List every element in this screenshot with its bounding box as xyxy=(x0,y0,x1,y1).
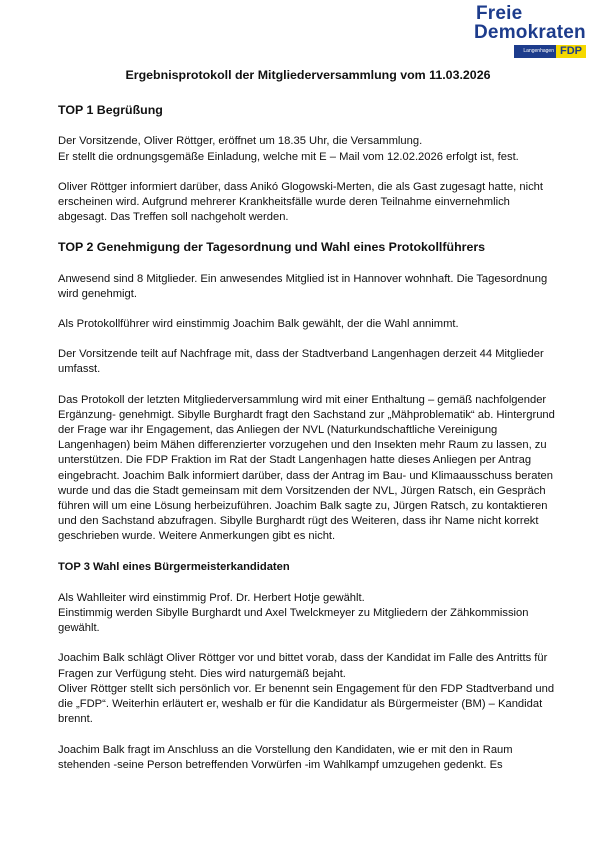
top3-paragraph-2: Joachim Balk schlägt Oliver Röttger vor und bittet vorab, dass der Kandidat im Falle des Antritts für Fragen zur Verfügung steht. Dies wird naturgemäß bejaht. Oliver Röttger stellt sich persönlich vor. Er benennt sein Engagement für den FDP Stadtverband und die „FDP“. Weiterhin erläutert er, weshalb er für die Kandidatur als Bürgermeister (BM) – Kandidat brennt. xyxy=(58,652,555,726)
top2-paragraph-2: Als Protokollführer wird einstimmig Joachim Balk gewählt, der die Wahl annimmt. xyxy=(58,318,459,331)
top2-paragraph-1: Anwesend sind 8 Mitglieder. Ein anwesendes Mitglied ist in Hannover wohnhaft. Die Tagesordnung wird genehmigt. xyxy=(58,272,548,300)
top2-heading: TOP 2 Genehmigung der Tagesordnung und Wahl eines Protokollführers xyxy=(58,240,486,255)
logo-fdp-badge: FDP xyxy=(556,45,586,58)
top2-paragraph-4: Das Protokoll der letzten Mitgliederversammlung wird mit einer Enthaltung – gemäß nachfolgender Ergänzung- genehmigt. Sibylle Burghardt fragt den Sachstand zur „Mähproblematik“ ab. Hintergrund der Frage war ihr Engagement, das Anliegen der NVL (Naturkundschaftliche Vereinigung Langenhagen) beim Mähen differenzierter vorzugehen und den Insekten mehr Raum zu lassen, zu unterstützen. Die FDP Fraktion im Rat der Stadt Langenhagen hatte dieses Anliegen per Antrag eingebracht. Joachim Balk informiert darüber, dass der Antrag im Bau- und Klimaausschuss beraten wurde und das die Stadt gemeinsam mit dem Vorsitzenden der NVL, Jürgen Ratsch, ein Gespräch führen will um eine Lösung herbeizuführen. Joachim Balk sagte zu, Jürgen Ratsch, zu kontaktieren und den Sachstand abzufragen. Sibylle Burghardt rügt des Weiteren, dass ihr Name nicht korrekt geschrieben wurde. Weitere Anmerkungen gibt es nicht. xyxy=(58,393,555,543)
fdp-logo xyxy=(474,4,586,58)
logo-text-freie: Freie xyxy=(476,3,523,24)
top1-paragraph-2: Oliver Röttger informiert darüber, dass Anikó Glogowski-Merten, die als Gast zugesagt hatte, nicht erscheinen wird. Aufgrund mehrerer Krankheitsfälle wurde deren Teilnahme einvernehmlich abgesagt. Das Treffen soll nachgeholt werden. xyxy=(58,180,544,224)
top3-heading: TOP 3 Wahl eines Bürgermeisterkandidaten xyxy=(58,560,290,573)
logo-sub-label: Langenhagen xyxy=(514,45,556,58)
document-body xyxy=(58,68,558,788)
document-title: Ergebnisprotokoll der Mitgliederversammlung vom 11.03.2026 xyxy=(125,68,491,82)
logo-text-demokraten: Demokraten xyxy=(474,22,586,43)
top2-paragraph-3: Der Vorsitzende teilt auf Nachfrage mit, dass der Stadtverband Langenhagen derzeit 44 Mitglieder umfasst. xyxy=(58,348,544,376)
logo-bar xyxy=(474,45,586,58)
top3-paragraph-1: Als Wahlleiter wird einstimmig Prof. Dr. Herbert Hotje gewählt. Einstimmig werden Sibylle Burghardt und Axel Twelckmeyer zu Mitgliedern der Zähkommission gewählt. xyxy=(58,591,529,635)
top1-heading: TOP 1 Begrüßung xyxy=(58,103,163,118)
top1-paragraph-1: Der Vorsitzende, Oliver Röttger, eröffnet um 18.35 Uhr, die Versammlung. Er stellt die ordnungsgemäße Einladung, welche mit E – Mail vom 12.02.2026 erfolgt ist, fest. xyxy=(58,135,519,163)
top3-paragraph-3: Joachim Balk fragt im Anschluss an die Vorstellung den Kandidaten, wie er mit den in Raum stehenden -seine Person betreffenden Vorwürfen -im Wahlkampf umzugehen gedenkt. Es xyxy=(58,743,513,771)
